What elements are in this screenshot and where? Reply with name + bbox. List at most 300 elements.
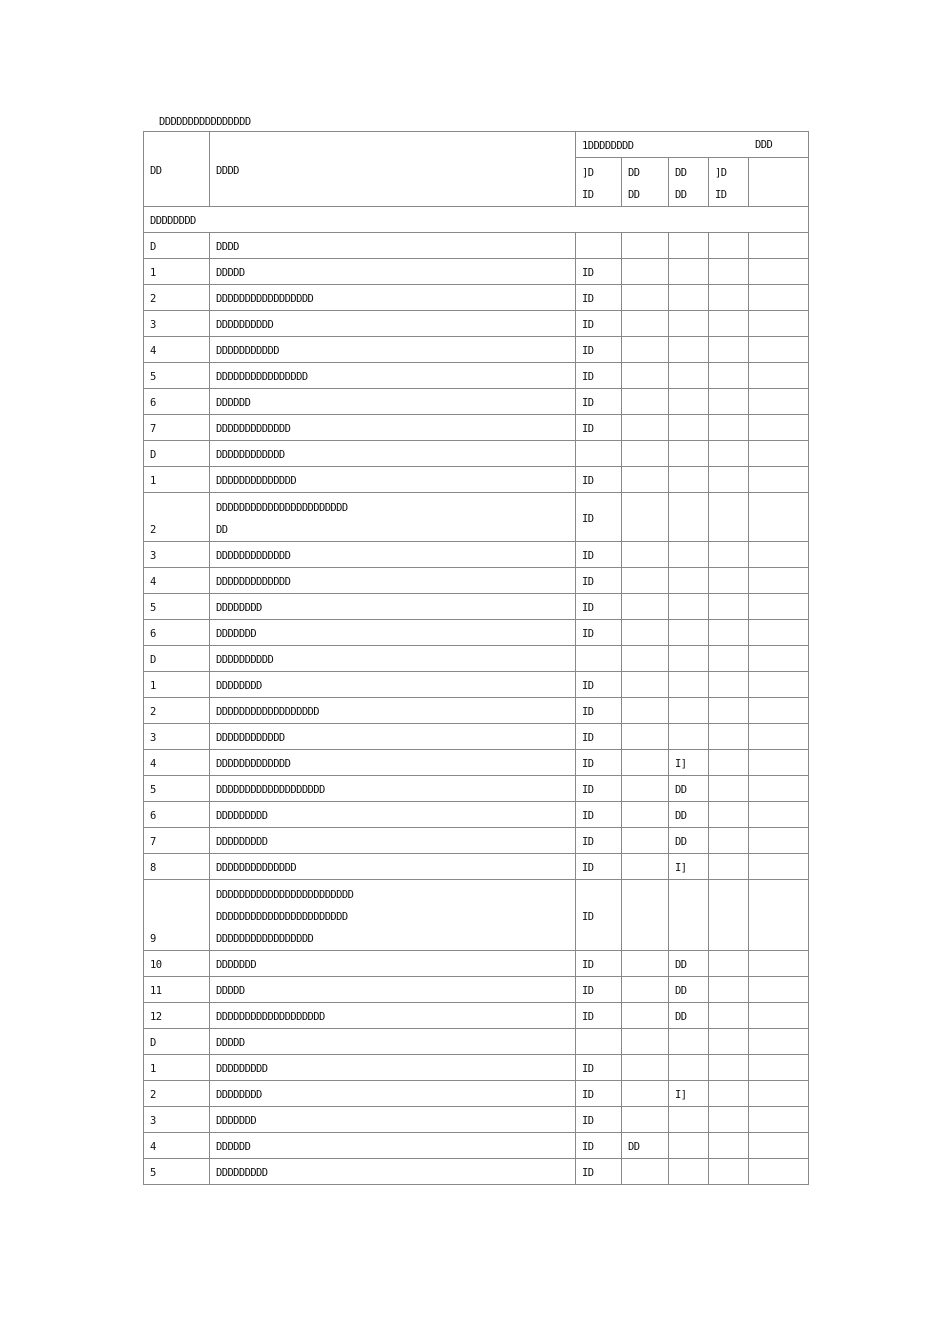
section-row bbox=[144, 207, 809, 233]
row-c5 bbox=[749, 467, 809, 493]
group-header-row bbox=[144, 233, 809, 259]
row-item bbox=[210, 854, 576, 880]
row-no: 6 bbox=[144, 620, 210, 646]
row-item-line: DDDDDDDDDDDDD bbox=[216, 576, 291, 588]
row-c5 bbox=[749, 1003, 809, 1029]
row-no: 8 bbox=[144, 854, 210, 880]
row-item bbox=[210, 594, 576, 620]
row-c2 bbox=[622, 620, 669, 646]
row-no: 3 bbox=[144, 311, 210, 337]
table-row bbox=[144, 854, 809, 880]
row-c1: ID bbox=[576, 594, 622, 620]
row-item-line: DDDDD bbox=[216, 267, 245, 279]
table-row bbox=[144, 1081, 809, 1107]
row-c4 bbox=[709, 467, 749, 493]
row-c3 bbox=[669, 363, 709, 389]
row-c3: DD bbox=[669, 828, 709, 854]
table-row bbox=[144, 750, 809, 776]
row-no: 4 bbox=[144, 568, 210, 594]
table-row bbox=[144, 951, 809, 977]
row-item bbox=[210, 337, 576, 363]
row-c2 bbox=[622, 951, 669, 977]
row-c4 bbox=[709, 1055, 749, 1081]
group-title: DDDDDDDDDDDD bbox=[210, 441, 576, 467]
row-item bbox=[210, 467, 576, 493]
row-c5 bbox=[749, 854, 809, 880]
row-c2 bbox=[622, 568, 669, 594]
row-item-line: DDDDDDDDDDDDDDDDD bbox=[216, 293, 314, 305]
row-no: 4 bbox=[144, 337, 210, 363]
empty-cell bbox=[622, 441, 669, 467]
row-no: 4 bbox=[144, 1133, 210, 1159]
group-no: D bbox=[144, 1029, 210, 1055]
row-no: 10 bbox=[144, 951, 210, 977]
row-c5 bbox=[749, 951, 809, 977]
row-c5 bbox=[749, 1055, 809, 1081]
row-item bbox=[210, 1107, 576, 1133]
row-item-line: DDDDDDD bbox=[216, 628, 257, 640]
row-c4 bbox=[709, 337, 749, 363]
empty-cell bbox=[669, 233, 709, 259]
row-c5 bbox=[749, 672, 809, 698]
row-c5 bbox=[749, 1081, 809, 1107]
row-c2 bbox=[622, 594, 669, 620]
table-row bbox=[144, 828, 809, 854]
row-c4 bbox=[709, 389, 749, 415]
row-c5 bbox=[749, 977, 809, 1003]
row-c3 bbox=[669, 568, 709, 594]
row-c2 bbox=[622, 1055, 669, 1081]
header-sub-3: DD DD bbox=[669, 158, 709, 207]
row-c4 bbox=[709, 259, 749, 285]
row-no: 5 bbox=[144, 594, 210, 620]
row-c2 bbox=[622, 363, 669, 389]
row-item-line: DDDDDDDDDDD bbox=[216, 345, 279, 357]
row-item bbox=[210, 1003, 576, 1029]
empty-cell bbox=[709, 233, 749, 259]
table-row bbox=[144, 363, 809, 389]
row-c1: ID bbox=[576, 363, 622, 389]
row-c5 bbox=[749, 259, 809, 285]
row-item bbox=[210, 828, 576, 854]
table-row bbox=[144, 776, 809, 802]
row-c5 bbox=[749, 337, 809, 363]
row-item-line: DDDDDDDDD bbox=[216, 1167, 268, 1179]
row-item-line: DDDDDDD bbox=[216, 959, 257, 971]
row-c3 bbox=[669, 724, 709, 750]
row-c4 bbox=[709, 493, 749, 542]
row-c1: ID bbox=[576, 672, 622, 698]
row-c4 bbox=[709, 698, 749, 724]
row-c1: ID bbox=[576, 802, 622, 828]
row-c5 bbox=[749, 750, 809, 776]
row-no: 2 bbox=[144, 698, 210, 724]
row-item-line: DDDDDDDD bbox=[216, 1089, 262, 1101]
row-no: 5 bbox=[144, 776, 210, 802]
row-no: 2 bbox=[144, 1081, 210, 1107]
row-c5 bbox=[749, 802, 809, 828]
table-row bbox=[144, 672, 809, 698]
group-title: DDDDDDDDDD bbox=[210, 646, 576, 672]
row-c3: DD bbox=[669, 802, 709, 828]
group-header-row bbox=[144, 1029, 809, 1055]
row-no: 11 bbox=[144, 977, 210, 1003]
row-c4 bbox=[709, 750, 749, 776]
empty-cell bbox=[669, 1029, 709, 1055]
row-no: 2 bbox=[144, 493, 210, 542]
row-c2 bbox=[622, 337, 669, 363]
table-row bbox=[144, 259, 809, 285]
row-item bbox=[210, 724, 576, 750]
empty-cell bbox=[749, 1029, 809, 1055]
header-sub-2: DD DD bbox=[622, 158, 669, 207]
row-no: 1 bbox=[144, 672, 210, 698]
row-item-line: DD bbox=[216, 524, 228, 536]
row-c1: ID bbox=[576, 828, 622, 854]
row-c1: ID bbox=[576, 880, 622, 951]
row-c1: ID bbox=[576, 389, 622, 415]
row-item bbox=[210, 285, 576, 311]
row-c1: ID bbox=[576, 1081, 622, 1107]
row-c3 bbox=[669, 389, 709, 415]
row-c3 bbox=[669, 1133, 709, 1159]
table-row bbox=[144, 1107, 809, 1133]
row-item bbox=[210, 1055, 576, 1081]
table-row bbox=[144, 1003, 809, 1029]
row-item-line: DDDDDDDDDDDDDDDD bbox=[216, 371, 308, 383]
row-c3: DD bbox=[669, 776, 709, 802]
row-no: 7 bbox=[144, 828, 210, 854]
header-item: DDDD bbox=[210, 132, 576, 207]
row-no: 2 bbox=[144, 285, 210, 311]
row-c5 bbox=[749, 285, 809, 311]
empty-cell bbox=[669, 646, 709, 672]
row-no: 9 bbox=[144, 880, 210, 951]
row-c1: ID bbox=[576, 1133, 622, 1159]
group-title: DDDDD bbox=[210, 1029, 576, 1055]
row-item bbox=[210, 672, 576, 698]
row-item bbox=[210, 776, 576, 802]
group-title: DDDD bbox=[210, 233, 576, 259]
row-item-line: DDDDDDDDDDDDD bbox=[216, 758, 291, 770]
row-c1: ID bbox=[576, 285, 622, 311]
row-no: 5 bbox=[144, 363, 210, 389]
row-c2: DD bbox=[622, 1133, 669, 1159]
row-c2 bbox=[622, 259, 669, 285]
row-c4 bbox=[709, 542, 749, 568]
row-c3 bbox=[669, 337, 709, 363]
table-row bbox=[144, 698, 809, 724]
table-row bbox=[144, 467, 809, 493]
row-c5 bbox=[749, 698, 809, 724]
group-no: D bbox=[144, 233, 210, 259]
row-item-line: DDDDDDDD bbox=[216, 680, 262, 692]
row-c3: DD bbox=[669, 977, 709, 1003]
row-item-line: DDDDDDDDDDDDD bbox=[216, 423, 291, 435]
row-item bbox=[210, 880, 576, 951]
row-c3 bbox=[669, 542, 709, 568]
row-item bbox=[210, 1081, 576, 1107]
row-item bbox=[210, 259, 576, 285]
table-row bbox=[144, 415, 809, 441]
empty-cell bbox=[622, 1029, 669, 1055]
empty-cell bbox=[576, 233, 622, 259]
table-row bbox=[144, 1159, 809, 1185]
row-c2 bbox=[622, 415, 669, 441]
row-c5 bbox=[749, 776, 809, 802]
row-c4 bbox=[709, 977, 749, 1003]
table-row bbox=[144, 977, 809, 1003]
row-c3 bbox=[669, 493, 709, 542]
row-c4 bbox=[709, 594, 749, 620]
row-item-line: DDDDDDDDDDDDD bbox=[216, 550, 291, 562]
row-c5 bbox=[749, 620, 809, 646]
row-c2 bbox=[622, 724, 669, 750]
row-c3 bbox=[669, 880, 709, 951]
row-item bbox=[210, 750, 576, 776]
row-no: 1 bbox=[144, 259, 210, 285]
row-item-line: DDDDDDDDD bbox=[216, 836, 268, 848]
row-c3 bbox=[669, 698, 709, 724]
row-item bbox=[210, 698, 576, 724]
empty-cell bbox=[669, 441, 709, 467]
group-header-row bbox=[144, 441, 809, 467]
empty-cell bbox=[709, 441, 749, 467]
row-c2 bbox=[622, 977, 669, 1003]
table-row bbox=[144, 389, 809, 415]
row-no: 1 bbox=[144, 1055, 210, 1081]
row-c4 bbox=[709, 363, 749, 389]
row-c2 bbox=[622, 880, 669, 951]
row-no: 3 bbox=[144, 542, 210, 568]
row-c1: ID bbox=[576, 337, 622, 363]
table-row bbox=[144, 337, 809, 363]
row-c4 bbox=[709, 854, 749, 880]
row-no: 4 bbox=[144, 750, 210, 776]
row-c1: ID bbox=[576, 750, 622, 776]
row-c4 bbox=[709, 951, 749, 977]
table-row bbox=[144, 1055, 809, 1081]
table-row bbox=[144, 493, 809, 542]
row-c3: I] bbox=[669, 854, 709, 880]
row-item-line: DDDDDDDDDDDDDDDDDDD bbox=[216, 1011, 325, 1023]
table-body bbox=[144, 132, 809, 1185]
row-c2 bbox=[622, 1081, 669, 1107]
row-c5 bbox=[749, 363, 809, 389]
row-c4 bbox=[709, 415, 749, 441]
row-c3 bbox=[669, 1107, 709, 1133]
row-c3 bbox=[669, 1159, 709, 1185]
empty-cell bbox=[576, 441, 622, 467]
row-c3: I] bbox=[669, 750, 709, 776]
row-c1: ID bbox=[576, 620, 622, 646]
row-c5 bbox=[749, 1159, 809, 1185]
table-row bbox=[144, 1133, 809, 1159]
row-c2 bbox=[622, 1107, 669, 1133]
row-c3 bbox=[669, 620, 709, 646]
empty-cell bbox=[749, 233, 809, 259]
row-c2 bbox=[622, 854, 669, 880]
row-c5 bbox=[749, 1107, 809, 1133]
row-c1: ID bbox=[576, 467, 622, 493]
row-c4 bbox=[709, 1107, 749, 1133]
row-c3 bbox=[669, 259, 709, 285]
row-item bbox=[210, 389, 576, 415]
row-item-line: DDDDDDDDD bbox=[216, 1063, 268, 1075]
table-row bbox=[144, 802, 809, 828]
table-row bbox=[144, 568, 809, 594]
row-item-line: DDDDDDD bbox=[216, 1115, 257, 1127]
row-no: 6 bbox=[144, 389, 210, 415]
row-item-line: DDDDDDDDDDDDDDDDD bbox=[216, 933, 314, 945]
header-row-1 bbox=[144, 132, 809, 158]
table-row bbox=[144, 594, 809, 620]
row-c2 bbox=[622, 467, 669, 493]
row-c5 bbox=[749, 724, 809, 750]
row-item bbox=[210, 802, 576, 828]
row-c2 bbox=[622, 672, 669, 698]
header-no: DD bbox=[144, 132, 210, 207]
table-row bbox=[144, 880, 809, 951]
row-no: 5 bbox=[144, 1159, 210, 1185]
row-c3 bbox=[669, 285, 709, 311]
row-c5 bbox=[749, 880, 809, 951]
row-c1: ID bbox=[576, 1107, 622, 1133]
row-no: 1 bbox=[144, 467, 210, 493]
row-c5 bbox=[749, 1133, 809, 1159]
row-c3 bbox=[669, 467, 709, 493]
row-c4 bbox=[709, 1081, 749, 1107]
empty-cell bbox=[709, 646, 749, 672]
row-c1: ID bbox=[576, 951, 622, 977]
row-c3 bbox=[669, 594, 709, 620]
header-sub-4: ]D ID bbox=[709, 158, 749, 207]
row-item bbox=[210, 977, 576, 1003]
row-c2 bbox=[622, 542, 669, 568]
row-c5 bbox=[749, 568, 809, 594]
row-c3 bbox=[669, 672, 709, 698]
row-c1: ID bbox=[576, 977, 622, 1003]
row-item-line: DDDDDDDDDDDDDD bbox=[216, 475, 297, 487]
row-item bbox=[210, 542, 576, 568]
row-c1: ID bbox=[576, 542, 622, 568]
row-no: 3 bbox=[144, 1107, 210, 1133]
section-title: DDDDDDDD bbox=[144, 207, 809, 233]
row-item bbox=[210, 415, 576, 441]
table-row bbox=[144, 620, 809, 646]
row-no: 3 bbox=[144, 724, 210, 750]
row-c3 bbox=[669, 1055, 709, 1081]
row-c1: ID bbox=[576, 854, 622, 880]
row-c3 bbox=[669, 415, 709, 441]
row-item-line: DDDDDDDDDD bbox=[216, 319, 274, 331]
row-c4 bbox=[709, 568, 749, 594]
table-caption: DDDDDDDDDDDDDDDD bbox=[159, 116, 251, 128]
row-no: 7 bbox=[144, 415, 210, 441]
row-c1: ID bbox=[576, 415, 622, 441]
inspection-table bbox=[143, 131, 809, 1185]
row-c2 bbox=[622, 1159, 669, 1185]
row-item-line: DDDDD bbox=[216, 985, 245, 997]
row-item-line: DDDDDDDDDDDDDDDDDDDDDDDD bbox=[216, 889, 354, 901]
row-item-line: DDDDDDDDDDDDDDDDDD bbox=[216, 706, 319, 718]
row-c1: ID bbox=[576, 1003, 622, 1029]
row-c2 bbox=[622, 285, 669, 311]
row-c1: ID bbox=[576, 1055, 622, 1081]
row-item bbox=[210, 311, 576, 337]
row-c5 bbox=[749, 493, 809, 542]
row-item-line: DDDDDDDDDDDDDDDDDDD bbox=[216, 784, 325, 796]
empty-cell bbox=[576, 1029, 622, 1055]
row-c1: ID bbox=[576, 259, 622, 285]
row-c1: ID bbox=[576, 1159, 622, 1185]
row-c4 bbox=[709, 285, 749, 311]
row-item-line: DDDDDD bbox=[216, 1141, 251, 1153]
row-item bbox=[210, 363, 576, 389]
group-no: D bbox=[144, 441, 210, 467]
row-c4 bbox=[709, 724, 749, 750]
row-item bbox=[210, 1159, 576, 1185]
row-item-line: DDDDDDDDD bbox=[216, 810, 268, 822]
row-item-line: DDDDDD bbox=[216, 397, 251, 409]
row-c4 bbox=[709, 776, 749, 802]
row-c2 bbox=[622, 802, 669, 828]
header-sub-1: ]D ID bbox=[576, 158, 622, 207]
row-c4 bbox=[709, 880, 749, 951]
row-item bbox=[210, 493, 576, 542]
empty-cell bbox=[576, 646, 622, 672]
row-c2 bbox=[622, 389, 669, 415]
row-c3: DD bbox=[669, 1003, 709, 1029]
row-c1: ID bbox=[576, 724, 622, 750]
row-c2 bbox=[622, 1003, 669, 1029]
row-c1: ID bbox=[576, 311, 622, 337]
header-group-label: 1DDDDDDDD bbox=[576, 132, 809, 158]
row-c5 bbox=[749, 828, 809, 854]
empty-cell bbox=[709, 1029, 749, 1055]
row-c5 bbox=[749, 389, 809, 415]
row-c4 bbox=[709, 1133, 749, 1159]
row-item bbox=[210, 951, 576, 977]
row-c2 bbox=[622, 776, 669, 802]
row-item-line: DDDDDDDDDDDDDDDDDDDDDDD bbox=[216, 911, 348, 923]
row-c3 bbox=[669, 311, 709, 337]
row-c4 bbox=[709, 828, 749, 854]
row-c2 bbox=[622, 311, 669, 337]
row-c4 bbox=[709, 1159, 749, 1185]
row-c5 bbox=[749, 594, 809, 620]
row-c5 bbox=[749, 415, 809, 441]
row-item-line: DDDDDDDDDDDDDDDDDDDDDDD bbox=[216, 502, 348, 514]
empty-cell bbox=[622, 233, 669, 259]
empty-cell bbox=[749, 441, 809, 467]
table-row bbox=[144, 285, 809, 311]
table-row bbox=[144, 724, 809, 750]
row-c3: DD bbox=[669, 951, 709, 977]
row-c1: ID bbox=[576, 568, 622, 594]
row-item bbox=[210, 568, 576, 594]
header-last: DDD bbox=[749, 131, 809, 180]
group-header-row bbox=[144, 646, 809, 672]
row-c1: ID bbox=[576, 776, 622, 802]
group-no: D bbox=[144, 646, 210, 672]
row-c4 bbox=[709, 311, 749, 337]
row-c2 bbox=[622, 750, 669, 776]
table-row bbox=[144, 311, 809, 337]
row-item-line: DDDDDDDDDDDD bbox=[216, 732, 285, 744]
row-item bbox=[210, 620, 576, 646]
row-c5 bbox=[749, 311, 809, 337]
